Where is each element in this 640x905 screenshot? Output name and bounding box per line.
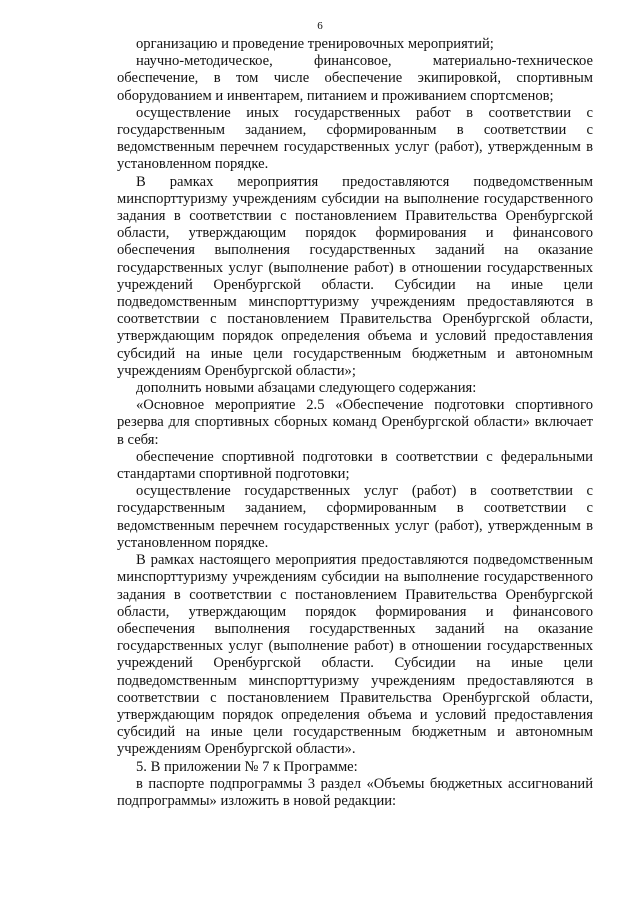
paragraph: осуществление иных государственных работ в соответствии с государственным заданием, сформированным в соответствии с ведомственным перечнем государственных услуг (работ), утвержденным в установленном порядке. <box>117 104 593 173</box>
paragraph: «Основное мероприятие 2.5 «Обеспечение подготовки спортивного резерва для спортивных сборных команд Оренбургской области» включает в себя: <box>117 397 593 448</box>
paragraph: 5. В приложении № 7 к Программе: <box>136 758 358 775</box>
paragraph: обеспечение спортивной подготовки в соответствии с федеральными стандартами спортивной подготовки; <box>117 448 593 483</box>
page-number: 6 <box>317 20 323 32</box>
paragraph: дополнить новыми абзацами следующего содержания: <box>136 380 477 397</box>
document-body <box>117 36 593 810</box>
paragraph: В рамках настоящего мероприятия предоставляются подведомственным минспорттуризму учреждениям субсидии на выполнение государственного задания в соответствии с постановлением Правительства Оренбургской области, утверждающим порядок формирования и финансового обеспечения выполнения государственных заданий на оказание государственных услуг (выполнение работ) в отношении государственных учреждений Оренбургской области. Субсидии на иные цели подведомственным минспорттуризму учреждениям предоставляются в соответствии с постановлением Правительства Оренбургской области, утверждающим порядок определения объема и условий предоставления субсидий на иные цели государственным бюджетным и автономным учреждениям Оренбургской области». <box>117 552 593 758</box>
paragraph: осуществление государственных услуг (работ) в соответствии с государственным заданием, сформированным в соответствии с ведомственным перечнем государственных услуг (работ), утвержденным в установленном порядке. <box>117 483 593 551</box>
paragraph: в паспорте подпрограммы 3 раздел «Объемы бюджетных ассигнований подпрограммы» изложить в новой редакции: <box>117 775 593 809</box>
paragraph: научно-методическое, финансовое, материально-техническое обеспечение, в том числе обеспечение экипировкой, спортивным оборудованием и инвентарем, питанием и проживанием спортсменов; <box>117 53 593 104</box>
paragraph: организацию и проведение тренировочных мероприятий; <box>136 36 494 52</box>
paragraph: В рамках мероприятия предоставляются подведомственным минспорттуризму учреждениям субсидии на выполнение государственного задания в соответствии с постановлением Правительства Оренбургской области, утверждающим порядок формирования и финансового обеспечения выполнения государственных заданий на оказание государственных услуг (выполнение работ) в отношении государственных учреждений Оренбургской области. Субсидии на иные цели подведомственным минспорттуризму учреждениям предоставляются в соответствии с постановлением Правительства Оренбургской области, утверждающим порядок определения объема и условий предоставления субсидий на иные цели государственным бюджетным и автономным учреждениям Оренбургской области»; <box>117 173 593 379</box>
